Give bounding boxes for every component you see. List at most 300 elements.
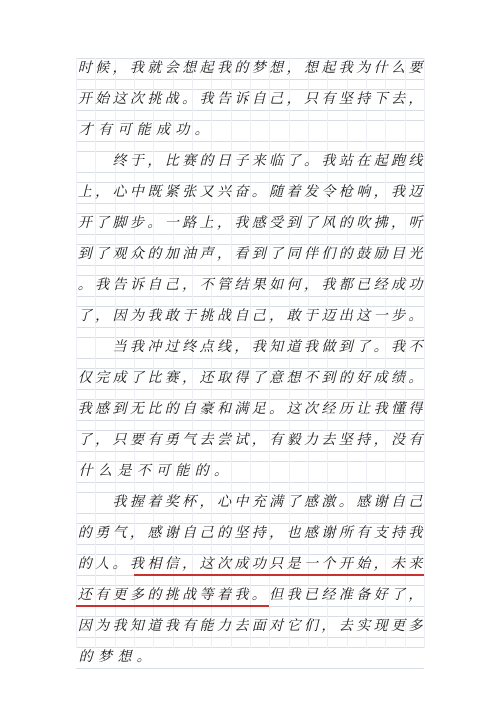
essay-character: 己 (269, 91, 284, 107)
essay-character: ， (182, 556, 197, 572)
essay-character: ， (269, 308, 284, 324)
essay-character: 点 (199, 339, 214, 355)
essay-character: 准 (338, 587, 353, 603)
essay-character: 比 (164, 153, 179, 169)
essay-character: 现 (373, 618, 388, 634)
essay-character: 我 (199, 91, 214, 107)
essay-character: 观 (112, 246, 127, 262)
essay-character: 光 (408, 246, 423, 262)
essay-character: 结 (234, 277, 249, 293)
essay-character: ， (95, 432, 110, 448)
essay-character: 到 (77, 246, 92, 262)
essay-character: 我 (129, 60, 144, 76)
essay-character: 上 (77, 184, 92, 200)
essay-character: 这 (199, 556, 214, 572)
essay-character: 成 (391, 277, 406, 293)
essay-character: 是 (117, 463, 132, 479)
essay-character: ， (373, 184, 388, 200)
essay-character: 是 (286, 556, 301, 572)
essay-character: 线 (216, 339, 231, 355)
essay-character: 的 (199, 153, 214, 169)
essay-character: 不 (303, 370, 318, 386)
essay-character: 才 (78, 122, 93, 138)
essay-character: 信 (164, 556, 179, 572)
essay-character: 有 (269, 432, 284, 448)
essay-character: 线 (408, 153, 423, 169)
essay-character: 响 (356, 184, 371, 200)
essay-character: 还 (199, 370, 214, 386)
essay-character: 因 (77, 618, 92, 634)
essay-character: ， (216, 215, 231, 231)
essay-character: 功 (175, 122, 190, 138)
essay-character: 气 (112, 525, 127, 541)
essay-character: 一 (303, 556, 318, 572)
essay-character: 又 (199, 184, 214, 200)
essay-character: 既 (147, 184, 162, 200)
essay-character: ， (112, 60, 127, 76)
essay-character: 了 (251, 370, 266, 386)
essay-character: 经 (321, 401, 336, 417)
essay-character: 。 (136, 649, 151, 665)
essay-character: 看 (234, 246, 249, 262)
essay-character: 开 (338, 556, 353, 572)
essay-character: 有 (321, 91, 336, 107)
essay-character: 了 (286, 494, 301, 510)
essay-character: ， (321, 618, 336, 634)
essay-character: 。 (147, 215, 162, 231)
essay-line (76, 151, 424, 171)
highlight-underline (134, 574, 424, 576)
essay-character: 取 (216, 370, 231, 386)
essay-character: 勇 (164, 432, 179, 448)
essay-character: 得 (408, 401, 423, 417)
essay-character: 己 (251, 308, 266, 324)
essay-character: 在 (356, 153, 371, 169)
essay-character: 一 (164, 215, 179, 231)
essay-character: 只 (303, 91, 318, 107)
essay-character: 想 (303, 60, 318, 76)
essay-character: 众 (129, 246, 144, 262)
essay-character: 次 (216, 556, 231, 572)
essay-character: 绩 (391, 370, 406, 386)
essay-character: 为 (129, 308, 144, 324)
essay-character: 心 (112, 184, 127, 200)
essay-character: 谢 (321, 525, 336, 541)
essay-line (76, 213, 424, 233)
essay-character: 有 (97, 122, 112, 138)
essay-character: 伴 (303, 246, 318, 262)
essay-character: 道 (286, 339, 301, 355)
essay-character: 不 (136, 463, 151, 479)
essay-character: 自 (182, 401, 197, 417)
essay-character: 感 (251, 215, 266, 231)
essay-character: 更 (391, 618, 406, 634)
essay-character: 。 (112, 556, 127, 572)
essay-character: 时 (77, 60, 92, 76)
essay-character: 足 (251, 401, 266, 417)
essay-character: 比 (147, 401, 162, 417)
essay-character: 我 (234, 215, 249, 231)
essay-character: 的 (338, 215, 353, 231)
essay-character: 。 (373, 339, 388, 355)
essay-character: 已 (303, 587, 318, 603)
essay-character: 力 (216, 618, 231, 634)
essay-character: 着 (286, 184, 301, 200)
essay-character: 感 (356, 494, 371, 510)
essay-character: 的 (147, 587, 162, 603)
essay-character: 等 (199, 587, 214, 603)
essay-character: 自 (251, 91, 266, 107)
essay-character: 了 (77, 432, 92, 448)
essay-character: 功 (251, 556, 266, 572)
essay-character: 只 (112, 432, 127, 448)
essay-character: 我 (338, 60, 353, 76)
essay-character: 么 (391, 60, 406, 76)
essay-character: 告 (216, 91, 231, 107)
essay-character: 想 (269, 60, 284, 76)
essay-character: 知 (269, 339, 284, 355)
essay-character: 持 (391, 525, 406, 541)
essay-character: ， (269, 525, 284, 541)
essay-character: 可 (155, 463, 170, 479)
essay-character: 功 (408, 277, 423, 293)
essay-character: 能 (175, 463, 190, 479)
essay-character: 受 (269, 215, 284, 231)
essay-character: 们 (303, 618, 318, 634)
essay-character: 诉 (234, 91, 249, 107)
essay-character: 坚 (234, 525, 249, 541)
essay-character: 己 (164, 277, 179, 293)
essay-character: 起 (199, 60, 214, 76)
essay-character: 脚 (112, 215, 127, 231)
essay-character: 中 (234, 494, 249, 510)
essay-character: 坚 (338, 432, 353, 448)
essay-character: 我 (164, 618, 179, 634)
essay-character: 有 (356, 525, 371, 541)
essay-character: 想 (182, 60, 197, 76)
essay-character: 我 (129, 556, 144, 572)
essay-line (76, 523, 424, 543)
essay-character: 挑 (147, 91, 162, 107)
essay-character: 感 (303, 525, 318, 541)
essay-character: 这 (286, 401, 301, 417)
essay-character: 。 (408, 308, 423, 324)
essay-line (76, 492, 424, 512)
essay-character: ， (182, 370, 197, 386)
essay-line (76, 616, 424, 636)
essay-character: 过 (164, 339, 179, 355)
essay-character: 力 (303, 432, 318, 448)
essay-character: 的 (338, 370, 353, 386)
essay-character: 挑 (164, 587, 179, 603)
essay-character: ， (391, 215, 406, 231)
essay-character: 意 (269, 370, 284, 386)
essay-character: 人 (95, 556, 110, 572)
essay-character: 道 (147, 618, 162, 634)
highlight-underline (76, 605, 269, 607)
essay-character: 想 (286, 370, 301, 386)
essay-character: 持 (251, 525, 266, 541)
essay-character: 于 (182, 308, 197, 324)
essay-character: 会 (164, 60, 179, 76)
essay-character: 自 (391, 494, 406, 510)
essay-character: 励 (373, 246, 388, 262)
essay-character: 什 (78, 463, 93, 479)
essay-character: 对 (269, 618, 284, 634)
essay-character: 能 (199, 618, 214, 634)
essay-line (76, 368, 424, 388)
essay-character: 去 (391, 91, 406, 107)
essay-character: 步 (129, 215, 144, 231)
essay-character: 到 (112, 401, 127, 417)
essay-character: 迈 (321, 308, 336, 324)
essay-character: 感 (303, 494, 318, 510)
essay-character: 。 (251, 587, 266, 603)
essay-character: 有 (147, 432, 162, 448)
essay-character: 到 (251, 246, 266, 262)
essay-character: 们 (321, 246, 336, 262)
essay-character: 枪 (338, 184, 353, 200)
essay-character: 。 (251, 184, 266, 200)
essay-character: 去 (338, 618, 353, 634)
essay-character: 的 (338, 246, 353, 262)
essay-character: 不 (408, 339, 423, 355)
essay-character: 果 (251, 277, 266, 293)
essay-character: 气 (182, 432, 197, 448)
essay-character: 豪 (199, 401, 214, 417)
essay-character: 战 (182, 587, 197, 603)
essay-character: 就 (147, 60, 162, 76)
essay-character (76, 337, 93, 357)
essay-character: 的 (78, 649, 93, 665)
essay-character: 经 (321, 587, 336, 603)
essay-character: 什 (373, 60, 388, 76)
essay-character: 充 (251, 494, 266, 510)
essay-character: 开 (77, 91, 92, 107)
essay-character: ， (147, 153, 162, 169)
essay-character: 让 (356, 401, 371, 417)
essay-character: 奋 (234, 184, 249, 200)
essay-character: 这 (356, 308, 371, 324)
essay-character: 的 (77, 525, 92, 541)
essay-character: 去 (199, 432, 214, 448)
essay-character: ， (408, 587, 423, 603)
essay-character: 去 (234, 618, 249, 634)
essay-character: 谢 (164, 525, 179, 541)
essay-character: 着 (147, 494, 162, 510)
essay-character: 发 (303, 184, 318, 200)
essay-character: 可 (117, 122, 132, 138)
essay-character: 来 (408, 556, 423, 572)
essay-character: 到 (338, 339, 353, 355)
essay-character: 我 (129, 339, 144, 355)
essay-character: 一 (373, 308, 388, 324)
essay-character: 因 (112, 308, 127, 324)
essay-character: 。 (194, 122, 209, 138)
essay-character: 去 (321, 432, 336, 448)
essay-character: 日 (216, 153, 231, 169)
essay-character: 杯 (182, 494, 197, 510)
essay-character: 我 (303, 339, 318, 355)
essay-character: 赛 (164, 370, 179, 386)
essay-character: 我 (408, 525, 423, 541)
essay-character: 有 (95, 587, 110, 603)
essay-character: 站 (338, 153, 353, 169)
grid-line (76, 668, 424, 669)
essay-character: 心 (216, 494, 231, 510)
essay-character: 出 (338, 308, 353, 324)
essay-character: 要 (129, 432, 144, 448)
essay-line (76, 275, 424, 295)
essay-character: 的 (147, 246, 162, 262)
essay-character: 来 (251, 153, 266, 169)
essay-character: 毅 (286, 432, 301, 448)
essay-character: 我 (321, 277, 336, 293)
essay-line (76, 430, 424, 450)
essay-character: 兴 (216, 184, 231, 200)
essay-character: 要 (408, 60, 423, 76)
essay-character: 面 (251, 618, 266, 634)
essay-character: 勇 (95, 525, 110, 541)
essay-character: 好 (373, 587, 388, 603)
essay-character: 风 (321, 215, 336, 231)
essay-character: 已 (356, 277, 371, 293)
essay-character: 。 (213, 463, 228, 479)
essay-character: 着 (216, 587, 231, 603)
essay-character: ， (373, 432, 388, 448)
essay-character: 张 (182, 184, 197, 200)
essay-character: 的 (164, 401, 179, 417)
essay-character: 候 (95, 60, 110, 76)
essay-character: 激 (321, 494, 336, 510)
essay-character: 始 (356, 556, 371, 572)
essay-character: 感 (147, 525, 162, 541)
essay-character: 我 (216, 60, 231, 76)
essay-character: 终 (112, 153, 127, 169)
essay-character: 自 (147, 277, 162, 293)
essay-character: 敢 (286, 308, 301, 324)
essay-character: 我 (112, 494, 127, 510)
essay-character: 。 (338, 494, 353, 510)
essay-character: 满 (269, 494, 284, 510)
essay-character: 它 (286, 618, 301, 634)
essay-character: 自 (182, 525, 197, 541)
essay-character: 为 (356, 60, 371, 76)
essay-character: 赛 (182, 153, 197, 169)
essay-character: 历 (338, 401, 353, 417)
essay-character (93, 492, 110, 512)
essay-character: 比 (147, 370, 162, 386)
essay-character: 敢 (164, 308, 179, 324)
essay-character: 我 (251, 339, 266, 355)
essay-character: 的 (234, 60, 249, 76)
essay-character: 中 (129, 184, 144, 200)
essay-character: 想 (117, 649, 132, 665)
essay-character: 感 (95, 401, 110, 417)
essay-line (76, 461, 424, 481)
essay-character: 听 (408, 215, 423, 231)
essay-character: 到 (321, 370, 336, 386)
essay-character: 油 (182, 246, 197, 262)
essay-line (76, 585, 424, 605)
essay-character: 个 (321, 556, 336, 572)
essay-character: 的 (77, 556, 92, 572)
essay-character: 持 (356, 91, 371, 107)
essay-character: ， (216, 246, 231, 262)
essay-character: 。 (269, 401, 284, 417)
essay-character: 吹 (356, 215, 371, 231)
essay-character: 拂 (373, 215, 388, 231)
essay-character: ， (373, 556, 388, 572)
essay-character: 到 (286, 215, 301, 231)
essay-character: 梦 (251, 60, 266, 76)
essay-character: 挑 (199, 308, 214, 324)
essay-character: 我 (391, 184, 406, 200)
essay-character: 了 (303, 215, 318, 231)
essay-character: 了 (95, 215, 110, 231)
essay-character: 懂 (391, 401, 406, 417)
essay-character: 。 (303, 153, 318, 169)
essay-character: 只 (269, 556, 284, 572)
essay-character: 管 (216, 277, 231, 293)
essay-character: 紧 (164, 184, 179, 200)
essay-character: 支 (373, 525, 388, 541)
essay-character: 于 (303, 308, 318, 324)
essay-character: 坚 (338, 91, 353, 107)
essay-character: 临 (269, 153, 284, 169)
essay-character: 完 (95, 370, 110, 386)
essay-character: 声 (199, 246, 214, 262)
essay-character: ， (286, 60, 301, 76)
essay-character: 有 (408, 432, 423, 448)
essay-character: 鼓 (356, 246, 371, 262)
essay-character: 多 (408, 618, 423, 634)
essay-character: ， (129, 525, 144, 541)
essay-character (76, 492, 93, 512)
essay-character: 冲 (147, 339, 162, 355)
essay-character: 战 (164, 91, 179, 107)
essay-character: 满 (234, 401, 249, 417)
essay-character: ， (182, 277, 197, 293)
essay-character: 己 (408, 494, 423, 510)
essay-character: 了 (129, 370, 144, 386)
essay-character: 我 (147, 308, 162, 324)
essay-character: 。 (182, 91, 197, 107)
essay-character: 战 (216, 308, 231, 324)
essay-character: 多 (129, 587, 144, 603)
essay-character: 次 (129, 91, 144, 107)
essay-character: 我 (391, 339, 406, 355)
essay-character: 了 (391, 587, 406, 603)
essay-character: 成 (234, 556, 249, 572)
essay-character: 何 (286, 277, 301, 293)
essay-line (76, 306, 424, 326)
essay-character: 了 (269, 246, 284, 262)
essay-character: 始 (95, 91, 110, 107)
essay-character: 知 (129, 618, 144, 634)
grid-line (424, 58, 425, 648)
essay-character: 了 (77, 308, 92, 324)
essay-character: 我 (77, 401, 92, 417)
essay-character: 奖 (164, 494, 179, 510)
essay-character: 更 (112, 587, 127, 603)
essay-character: 成 (112, 370, 127, 386)
essay-character: 握 (129, 494, 144, 510)
essay-character: 这 (112, 91, 127, 107)
essay-grid-paper (76, 58, 424, 665)
essay-character: 了 (95, 246, 110, 262)
essay-line (76, 399, 424, 419)
